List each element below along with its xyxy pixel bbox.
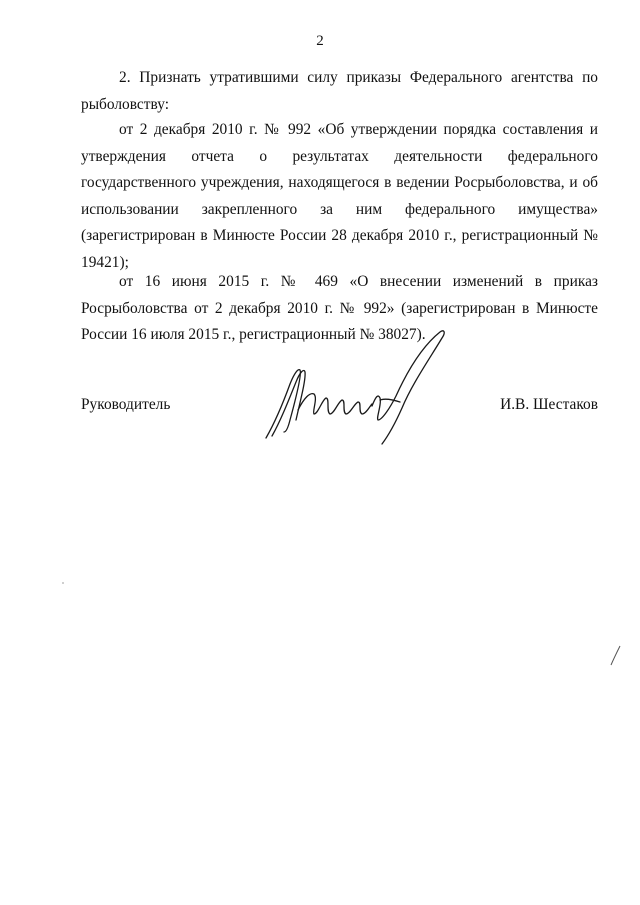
paragraph-order-469: от 16 июня 2015 г. № 469 «О внесении изменений в приказ Росрыболовства от 2 декабря 2010 г. № 992» (зарегистрирован в Минюсте России 16 июля 2015 г., регистрационный № 38027). [81, 273, 598, 343]
paragraph-repeal-clause: 2. Признать утратившими силу приказы Федерального агентства по рыболовству: [81, 69, 598, 113]
paragraph-order-992: от 2 декабря 2010 г. № 992 «Об утверждении порядка составления и утверждения отчета о результатах деятельности федерального государственного учреждения, находящегося в ведении Росрыболовства, и об использовании закрепленного за ним федерального имущества» (зарегистрирован в Минюсте России 28 декабря 2010 г., регистрационный № 19421); [81, 121, 598, 271]
scan-speck [62, 582, 64, 584]
handwritten-signature [260, 328, 460, 448]
page-number: 2 [316, 33, 324, 49]
signatory-name: И.В. Шестаков [500, 396, 598, 413]
margin-pen-mark [608, 645, 622, 667]
signatory-title: Руководитель [81, 396, 171, 413]
